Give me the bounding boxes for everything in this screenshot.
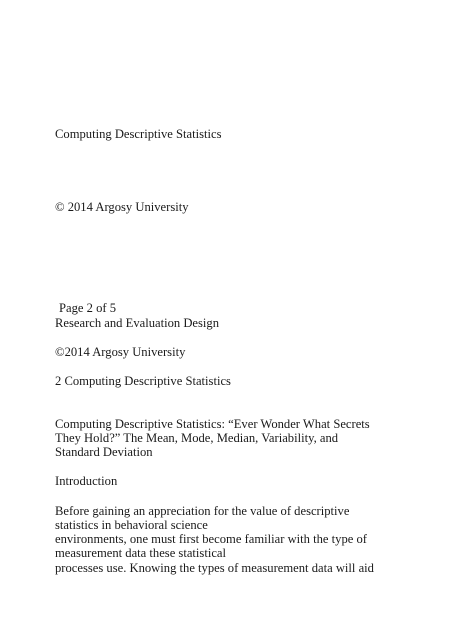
section-title: Introduction xyxy=(55,474,118,488)
heading-line: They Hold?” The Mean, Mode, Median, Variability, and xyxy=(55,431,339,445)
body-line: measurement data these statistical xyxy=(55,546,226,560)
body-line: Before gaining an appreciation for the value of descriptive xyxy=(55,504,350,518)
page-indicator: Page 2 of 5 xyxy=(59,301,117,315)
running-header: 2 Computing Descriptive Statistics xyxy=(55,374,231,388)
body-line: environments, one must first become familiar with the type of xyxy=(55,532,367,546)
copyright-notice-2: ©2014 Argosy University xyxy=(55,345,186,359)
doc-title: Computing Descriptive Statistics xyxy=(55,127,222,141)
copyright-notice: © 2014 Argosy University xyxy=(55,200,189,214)
heading-line: Computing Descriptive Statistics: “Ever Wonder What Secrets xyxy=(55,417,370,431)
body-line: statistics in behavioral science xyxy=(55,518,208,532)
body-line: processes use. Knowing the types of measurement data will aid xyxy=(55,561,374,575)
heading-line: Standard Deviation xyxy=(55,445,153,459)
course-name: Research and Evaluation Design xyxy=(55,316,220,330)
